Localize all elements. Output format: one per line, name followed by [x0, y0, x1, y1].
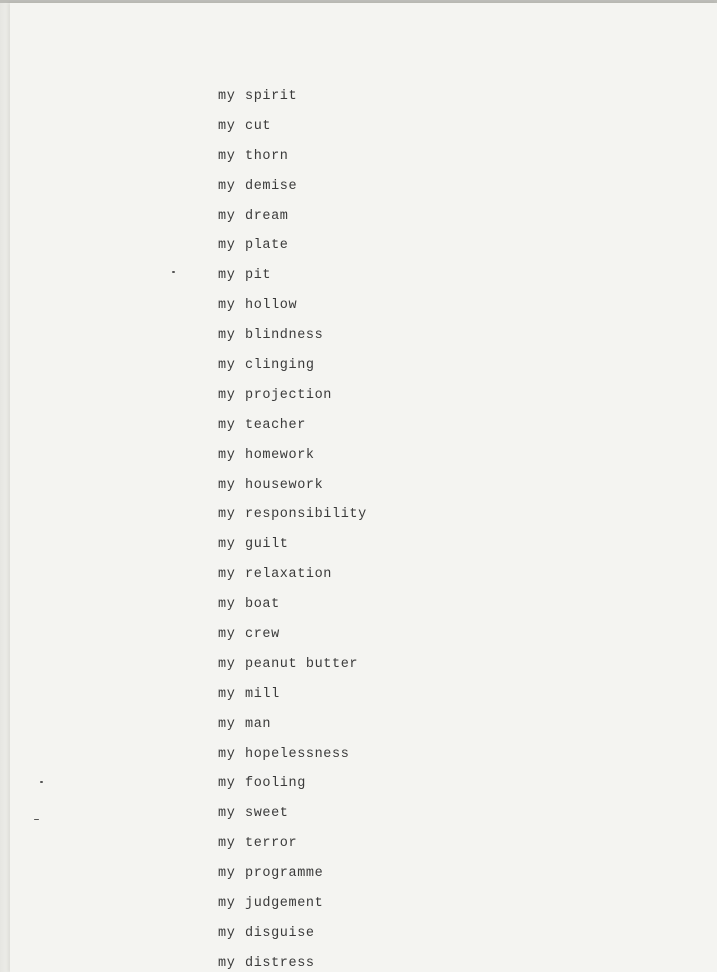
- line-prefix: my: [218, 178, 236, 194]
- line-prefix: my: [218, 238, 236, 254]
- poem-line: [218, 924, 367, 954]
- poem-line: [218, 864, 367, 894]
- line-word: judgement: [245, 896, 324, 912]
- line-word: clinging: [245, 358, 315, 374]
- poem-line: [218, 954, 367, 972]
- line-word: boat: [245, 597, 280, 613]
- poem-line: [218, 505, 367, 535]
- line-prefix: my: [218, 627, 236, 643]
- line-word: relaxation: [245, 567, 333, 583]
- line-prefix: my: [218, 656, 236, 672]
- poem-line: [218, 595, 367, 625]
- poem-line: [218, 356, 367, 386]
- line-word: teacher: [245, 417, 306, 433]
- line-prefix: my: [218, 836, 236, 852]
- line-word: demise: [245, 178, 298, 194]
- line-word: dream: [245, 208, 289, 224]
- poem-line: [218, 894, 367, 924]
- line-word: terror: [245, 836, 298, 852]
- poem-line: [218, 87, 367, 117]
- line-prefix: my: [218, 806, 236, 822]
- poem-line: [218, 386, 367, 416]
- line-prefix: my: [218, 507, 236, 523]
- line-prefix: my: [218, 776, 236, 792]
- poem-line: [218, 147, 367, 177]
- line-prefix: my: [218, 716, 236, 732]
- page-left-edge: [0, 0, 10, 972]
- line-prefix: my: [218, 537, 236, 553]
- line-prefix: my: [218, 955, 236, 971]
- poem-line: [218, 236, 367, 266]
- poem-line: [218, 476, 367, 506]
- line-word: fooling: [245, 776, 306, 792]
- poem-line: [218, 326, 367, 356]
- line-prefix: my: [218, 148, 236, 164]
- line-prefix: my: [218, 686, 236, 702]
- line-word: blindness: [245, 328, 324, 344]
- poem-list: [218, 87, 367, 972]
- line-word: man: [245, 716, 272, 732]
- line-word: distress: [245, 955, 315, 971]
- line-prefix: my: [218, 925, 236, 941]
- line-word: peanut butter: [245, 656, 359, 672]
- poem-line: [218, 177, 367, 207]
- line-word: guilt: [245, 537, 289, 553]
- line-prefix: my: [218, 358, 236, 374]
- poem-line: [218, 565, 367, 595]
- poem-line: [218, 117, 367, 147]
- line-prefix: my: [218, 298, 236, 314]
- line-prefix: my: [218, 89, 236, 104]
- line-word: homework: [245, 447, 315, 463]
- line-prefix: my: [218, 268, 236, 284]
- ink-speck: [34, 819, 39, 820]
- line-prefix: my: [218, 328, 236, 344]
- line-prefix: my: [218, 567, 236, 583]
- poem-line: [218, 625, 367, 655]
- line-prefix: my: [218, 477, 236, 493]
- poem-line: [218, 266, 367, 296]
- line-prefix: my: [218, 896, 236, 912]
- line-prefix: my: [218, 387, 236, 403]
- line-prefix: my: [218, 866, 236, 882]
- poem-line: [218, 416, 367, 446]
- poem-line: [218, 207, 367, 237]
- line-word: spirit: [245, 89, 298, 104]
- line-word: crew: [245, 627, 280, 643]
- line-prefix: my: [218, 118, 236, 134]
- line-prefix: my: [218, 746, 236, 762]
- line-word: mill: [245, 686, 280, 702]
- line-word: plate: [245, 238, 289, 254]
- line-prefix: my: [218, 597, 236, 613]
- line-word: housework: [245, 477, 324, 493]
- poem-line: [218, 685, 367, 715]
- poem-line: [218, 535, 367, 565]
- line-word: hopelessness: [245, 746, 350, 762]
- ink-speck: [40, 781, 43, 783]
- line-word: pit: [245, 268, 272, 284]
- line-prefix: my: [218, 417, 236, 433]
- line-prefix: my: [218, 447, 236, 463]
- line-word: projection: [245, 387, 333, 403]
- line-word: cut: [245, 118, 272, 134]
- line-word: sweet: [245, 806, 289, 822]
- line-word: disguise: [245, 925, 315, 941]
- line-word: thorn: [245, 148, 289, 164]
- poem-line: [218, 774, 367, 804]
- line-prefix: my: [218, 208, 236, 224]
- line-word: responsibility: [245, 507, 367, 523]
- line-word: hollow: [245, 298, 298, 314]
- typewritten-page: [10, 3, 717, 972]
- poem-line: [218, 745, 367, 775]
- poem-line: [218, 296, 367, 326]
- line-word: programme: [245, 866, 324, 882]
- poem-line: [218, 715, 367, 745]
- ink-speck: [172, 271, 175, 273]
- poem-line: [218, 804, 367, 834]
- poem-line: [218, 655, 367, 685]
- poem-line: [218, 446, 367, 476]
- poem-line: [218, 834, 367, 864]
